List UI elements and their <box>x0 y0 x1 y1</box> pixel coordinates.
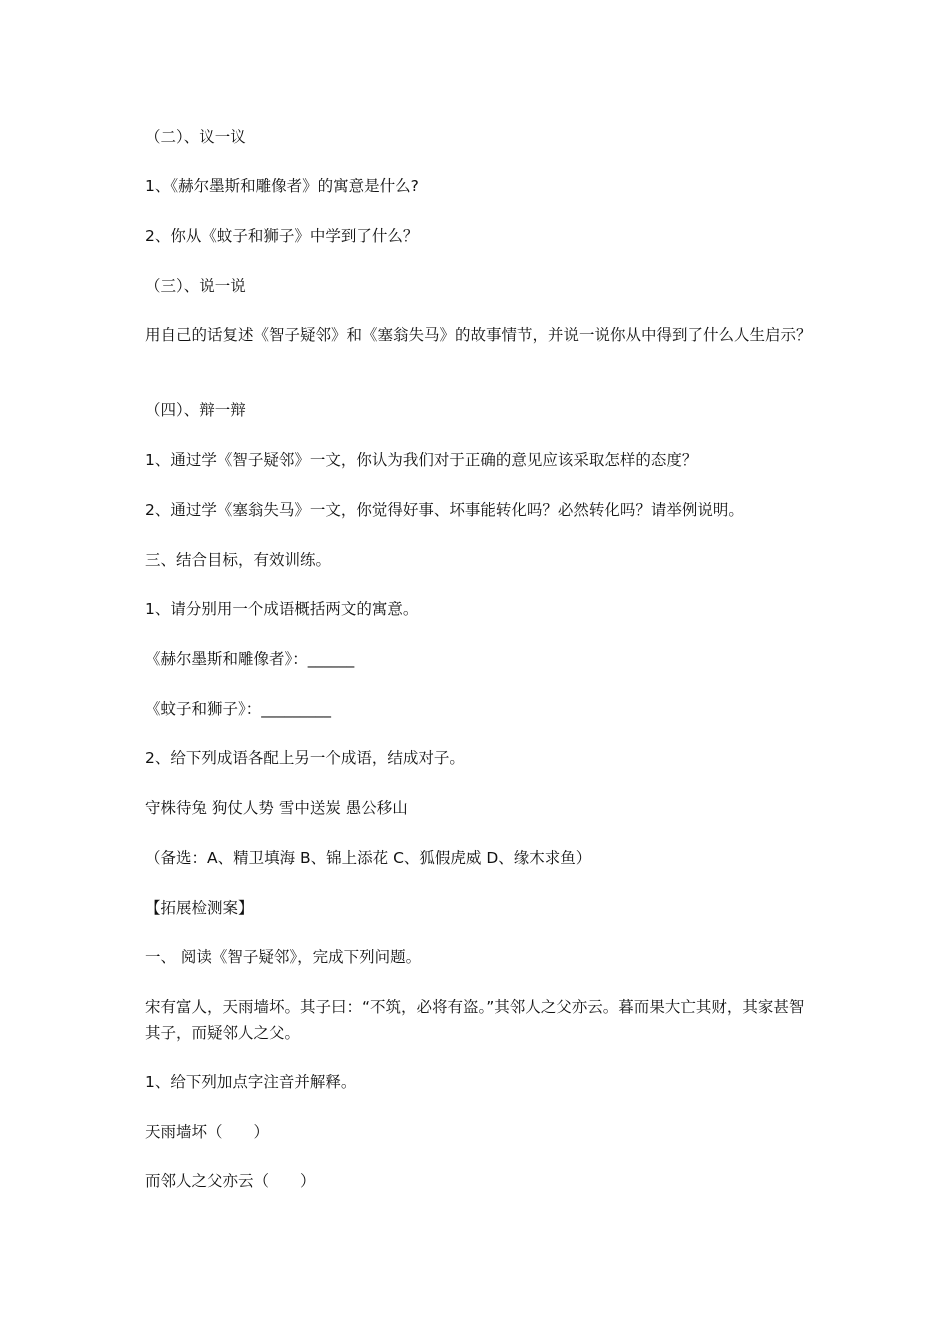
section-heading-extension: 【拓展检测案】 <box>145 899 254 917</box>
question-line: 2、你从《蚊子和狮子》中学到了什么？ <box>145 227 419 245</box>
options-line: （备选：A、精卫填海 B、锦上添花 C、狐假虎威 D、缘木求鱼） <box>145 849 592 867</box>
question-line: 1、通过学《智子疑邻》一文，你认为我们对于正确的意见应该采取怎样的态度？ <box>145 451 698 469</box>
section-heading-training: 三、结合目标，有效训练。 <box>145 551 332 569</box>
section-heading-debate: （四）、辩一辩 <box>145 401 246 419</box>
fill-in-line: 而邻人之父亦云（ ） <box>145 1172 316 1190</box>
answer-blank-line: 《蚊子和狮子》：_________ <box>145 700 332 718</box>
paragraph: 用自己的话复述《智子疑邻》和《塞翁失马》的故事情节，并说一说你从中得到了什么人生启示？ <box>145 326 812 344</box>
question-line: 一、 阅读《智子疑邻》，完成下列问题。 <box>145 948 422 966</box>
question-line: 2、给下列成语各配上另一个成语，结成对子。 <box>145 749 465 767</box>
question-line: 1、给下列加点字注音并解释。 <box>145 1073 357 1091</box>
answer-blank-line: 《赫尔墨斯和雕像者》：______ <box>145 650 355 668</box>
question-line: 2、通过学《塞翁失马》一文，你觉得好事、坏事能转化吗？必然转化吗？请举例说明。 <box>145 501 744 519</box>
section-heading-speak: （三）、说一说 <box>145 277 246 295</box>
section-heading-discuss: （二）、议一议 <box>145 128 246 146</box>
idiom-list: 守株待兔 狗仗人势 雪中送炭 愚公移山 <box>145 799 408 817</box>
passage-text: 宋有富人，天雨墙坏。其子曰：“不筑，必将有盗。”其邻人之父亦云。暮而果大亡其财，其家甚智其子，而疑邻人之父。 <box>145 998 805 1042</box>
question-line: 1、请分别用一个成语概括两文的寓意。 <box>145 600 419 618</box>
fill-in-line: 天雨墙坏（ ） <box>145 1123 270 1141</box>
question-line: 1、《赫尔墨斯和雕像者》的寓意是什么? <box>145 177 419 195</box>
